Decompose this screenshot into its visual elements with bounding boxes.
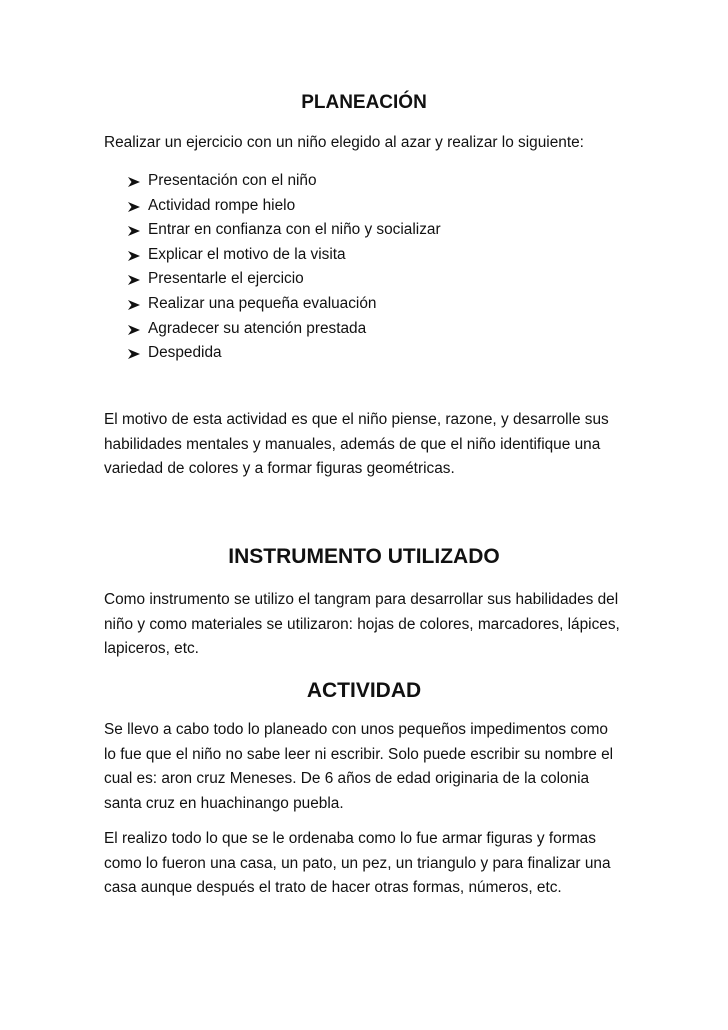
instrumento-heading: INSTRUMENTO UTILIZADO [228, 545, 500, 568]
actividad-paragraph-2: El realizo todo lo que se le ordenaba como lo fue armar figuras y formas como lo fueron una casa, un pato, un pez, un triangulo y para finalizar una casa aunque después el trato de hacer otras formas, números, etc. [104, 830, 611, 896]
list-item [128, 194, 441, 219]
arrowhead-bullet-icon [128, 349, 140, 359]
list-item [128, 292, 441, 317]
arrowhead-bullet-icon [128, 177, 140, 187]
motivo-paragraph: El motivo de esta actividad es que el niño piense, razone, y desarrolle sus habilidades mentales y manuales, además de que el niño identifique una variedad de colores y a formar figuras geométricas. [104, 411, 609, 477]
arrowhead-bullet-icon [128, 275, 140, 285]
list-item-label: Entrar en confianza con el niño y socializar [148, 221, 441, 239]
list-item [128, 317, 441, 342]
list-item-label: Presentarle el ejercicio [148, 270, 304, 288]
arrowhead-bullet-icon [128, 202, 140, 212]
list-item-label: Actividad rompe hielo [148, 196, 296, 214]
list-item [128, 169, 441, 194]
list-item [128, 267, 441, 292]
list-item-label: Realizar una pequeña evaluación [148, 294, 377, 312]
arrowhead-bullet-icon [128, 251, 140, 261]
arrowhead-bullet-icon [128, 300, 140, 310]
list-item [128, 218, 441, 243]
list-item-label: Agradecer su atención prestada [148, 319, 367, 337]
list-item [128, 341, 441, 366]
instrumento-paragraph: Como instrumento se utilizo el tangram para desarrollar sus habilidades del niño y como materiales se utilizaron: hojas de colores, marcadores, lápices, lapiceros, etc. [104, 591, 620, 657]
actividad-heading: ACTIVIDAD [306, 679, 422, 702]
list-item [128, 243, 441, 268]
list-item-label: Explicar el motivo de la visita [148, 245, 346, 263]
planeacion-heading: PLANEACIÓN [301, 92, 427, 113]
planeacion-steps-list [128, 169, 441, 366]
arrowhead-bullet-icon [128, 226, 140, 236]
arrowhead-bullet-icon [128, 325, 140, 335]
actividad-paragraph-1: Se llevo a cabo todo lo planeado con unos pequeños impedimentos como lo fue que el niño no sabe leer ni escribir. Solo puede escribir su nombre el cual es: aron cruz Meneses. De 6 años de edad originaria de la colonia santa cruz en huachinango puebla. [104, 721, 614, 812]
list-item-label: Presentación con el niño [148, 172, 317, 189]
planeacion-intro: Realizar un ejercicio con un niño elegido al azar y realizar lo siguiente: [104, 134, 584, 151]
list-item-label: Despedida [148, 344, 222, 362]
